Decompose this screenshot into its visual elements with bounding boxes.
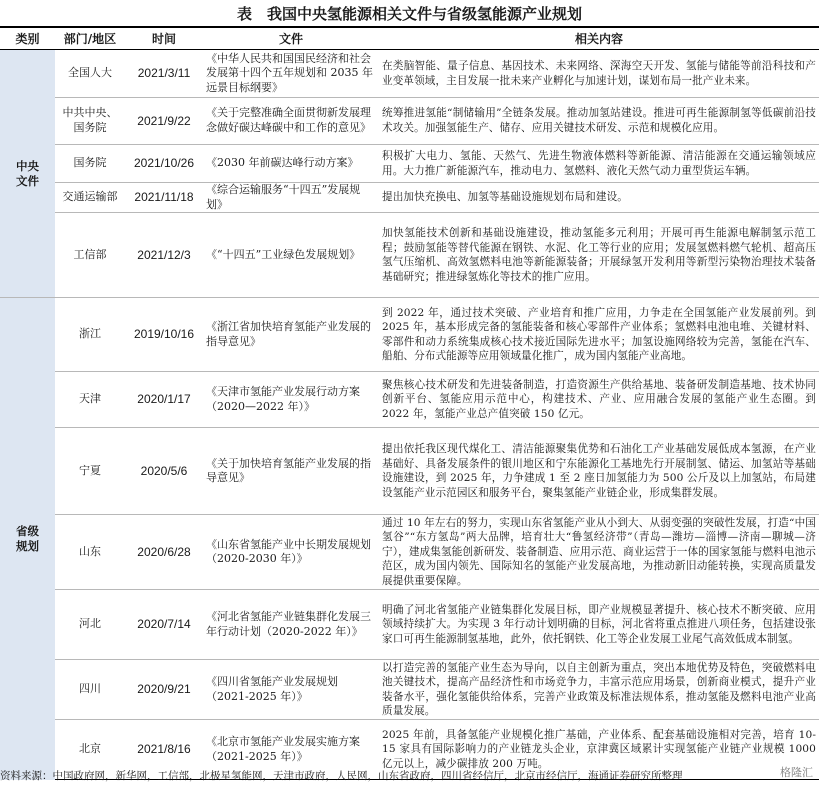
cell-document: 《关于加快培育氢能产业发展的指导意见》 <box>203 428 379 515</box>
cell-document: 《天津市氢能产业发展行动方案（2020—2022 年）》 <box>203 372 379 428</box>
cell-document: 《河北省氢能产业链集群化发展三年行动计划（2020-2022 年）》 <box>203 590 379 660</box>
cell-document: 《2030 年前碳达峰行动方案》 <box>203 145 379 183</box>
cell-content: 提出加快充换电、加氢等基础设施规划布局和建设。 <box>379 183 819 213</box>
cell-date: 2020/7/14 <box>125 590 203 660</box>
cell-content: 聚焦核心技术研发和先进装备制造，打造资源生产供给基地、装备研发制造基地、技术协同创新平台、氢能应用示范中心，构建技术、产业、应用融合发展的氢能产业生态圈。到 2022 年，氢能产业总产值突破 150 亿元。 <box>379 372 819 428</box>
cell-content: 加快氢能技术创新和基础设施建设，推动氢能多元利用；开展可再生能源电解制氢示范工程；鼓励氢能等替代能源在钢铁、水泥、化工等行业的应用；发展氢燃料燃气轮机、超高压氢气压缩机、高效氢燃料电池等新能源装备；开展绿氢开发利用等新型污染物治理技术装备基础研究；推进绿氢炼化等技术的推广应用。 <box>379 213 819 298</box>
cell-document: 《浙江省加快培育氢能产业发展的指导意见》 <box>203 298 379 372</box>
cell-content: 提出依托我区现代煤化工、清洁能源聚集优势和石油化工产业基础发展低成本氢源，在产业基础好、具备发展条件的银川地区和宁东能源化工基地先行开展制氢、储运、加氢站等基础设施建设，到 2025 年，力争建成 1 至 2 座日加氢能力为 500 公斤及以上加氢站，布局建设氢能产业示范园区和服务平台，聚集氢能产业链企业，形成集群发展。 <box>379 428 819 515</box>
cell-document: 《综合运输服务“十四五”发展规划》 <box>203 183 379 213</box>
cell-document: 《北京市氢能产业发展实施方案（2021-2025 年）》 <box>203 720 379 780</box>
header-region: 部门/地区 <box>55 28 125 50</box>
cell-content: 通过 10 年左右的努力，实现山东省氢能产业从小到大、从弱变强的突破性发展，打造“中国氢谷”“东方氢岛”两大品牌，培育壮大“鲁氢经济带”（青岛—潍坊—淄博—济南—聊城—济宁），建成集氢能创新研发、装备制造、应用示范、商业运营于一体的国家氢能与燃料电池示范区，成为国内领先、国际知名的氢能产业发展高地，为推动新旧动能转换，实现高质量发展提供重要保障。 <box>379 515 819 590</box>
cell-date: 2021/10/26 <box>125 145 203 183</box>
cell-date: 2020/9/21 <box>125 660 203 720</box>
cell-region: 山东 <box>55 515 125 590</box>
table-row <box>0 183 819 213</box>
cell-region: 北京 <box>55 720 125 780</box>
cell-region: 交通运输部 <box>55 183 125 213</box>
watermark-logo: 格隆汇 <box>780 767 813 779</box>
header-row <box>0 28 819 50</box>
cell-content: 在类脑智能、量子信息、基因技术、未来网络、深海空天开发、氢能与储能等前沿科技和产业变革领域，主目发展一批未来产业孵化与加速计划，谋划布局一批产业未来。 <box>379 50 819 98</box>
cell-region: 天津 <box>55 372 125 428</box>
cell-document: 《“十四五”工业绿色发展规划》 <box>203 213 379 298</box>
cell-content: 2025 年前，具备氢能产业规模化推广基础，产业体系、配套基础设施相对完善，培育 10-15 家具有国际影响力的产业链龙头企业，京津冀区域累计实现氢能产业链产业规模 1000 亿元以上，减少碳排放 200 万吨。 <box>379 720 819 780</box>
cell-date: 2021/9/22 <box>125 98 203 145</box>
cell-region: 四川 <box>55 660 125 720</box>
cell-document: 《中华人民共和国国民经济和社会发展第十四个五年规划和 2035 年远景目标纲要》 <box>203 50 379 98</box>
cell-document: 《关于完整准确全面贯彻新发展理念做好碳达峰碳中和工作的意见》 <box>203 98 379 145</box>
cell-region: 中共中央、国务院 <box>55 98 125 145</box>
table-row <box>0 213 819 298</box>
cell-region: 国务院 <box>55 145 125 183</box>
table-row <box>0 660 819 720</box>
cell-region: 浙江 <box>55 298 125 372</box>
cell-date: 2020/6/28 <box>125 515 203 590</box>
cell-content: 明确了河北省氢能产业链集群化发展目标，即产业规模显著提升、核心技术不断突破、应用领域持续扩大。为实现 3 年行动计划明确的目标，河北省将重点推进八项任务，包括建设张家口可再生能源制氢基地，此外，依托钢铁、化工等企业发展工业尾气高效低成本制氢。 <box>379 590 819 660</box>
table-row <box>0 428 819 515</box>
cell-date: 2021/11/18 <box>125 183 203 213</box>
category-central: 中央 文件 <box>0 50 55 298</box>
cell-date: 2021/8/16 <box>125 720 203 780</box>
cell-date: 2019/10/16 <box>125 298 203 372</box>
cell-date: 2020/1/17 <box>125 372 203 428</box>
table-row <box>0 98 819 145</box>
cell-content: 统筹推进氢能“制储输用”全链条发展。推动加氢站建设。推进可再生能源制氢等低碳前沿技术攻关。加强氢能生产、储存、应用关键技术研发、示范和规模化应用。 <box>379 98 819 145</box>
header-document: 文件 <box>203 28 379 50</box>
cell-content: 到 2022 年，通过技术突破、产业培育和推广应用，力争走在全国氢能产业发展前列。到 2025 年，基本形成完备的氢能装备和核心零部件产业体系；氢燃料电池电堆、关键材料、零部件和动力系统集成核心技术接近国际先进水平；加氢设施网络较为完善，氢能在汽车、船舶、分布式能源等应用领域量化推广，成为国内氢能产业高地。 <box>379 298 819 372</box>
table-row <box>0 50 819 98</box>
table-row <box>0 515 819 590</box>
cell-date: 2021/3/11 <box>125 50 203 98</box>
cell-content: 积极扩大电力、氢能、天然气、先进生物液体燃料等新能源、清洁能源在交通运输领域应用。大力推广新能源汽车，推动电力、氢燃料、液化天然气动力重型货运车辆。 <box>379 145 819 183</box>
cell-document: 《山东省氢能产业中长期发展规划（2020-2030 年）》 <box>203 515 379 590</box>
table-title: 表 我国中央氢能源相关文件与省级氢能源产业规划 <box>0 0 819 28</box>
cell-date: 2021/12/3 <box>125 213 203 298</box>
cell-region: 全国人大 <box>55 50 125 98</box>
table-row <box>0 145 819 183</box>
header-category: 类别 <box>0 28 55 50</box>
policy-table <box>0 28 819 780</box>
header-date: 时间 <box>125 28 203 50</box>
cell-region: 宁夏 <box>55 428 125 515</box>
source-note: 资料来源：中国政府网，新华网，工信部，北极星氢能网，天津市政府，人民网，山东省政府，四川省经信厅，北京市经信厅，海通证券研究所整理 <box>0 770 683 782</box>
table-row <box>0 298 819 372</box>
cell-region: 工信部 <box>55 213 125 298</box>
category-provincial: 省级 规划 <box>0 298 55 780</box>
cell-document: 《四川省氢能产业发展规划（2021-2025 年）》 <box>203 660 379 720</box>
table-row <box>0 590 819 660</box>
cell-region: 河北 <box>55 590 125 660</box>
table-row <box>0 372 819 428</box>
cell-date: 2020/5/6 <box>125 428 203 515</box>
cell-content: 以打造完善的氢能产业生态为导向，以自主创新为重点，突出本地优势及特色，突破燃料电池关键技术，提高产品经济性和市场竞争力，丰富示范应用场景，创新商业模式，提升产业装备水平，强化氢能供给体系，完善产业政策及标准法规体系，推动氢能及燃料电池产业高质量发展。 <box>379 660 819 720</box>
header-content: 相关内容 <box>379 28 819 50</box>
